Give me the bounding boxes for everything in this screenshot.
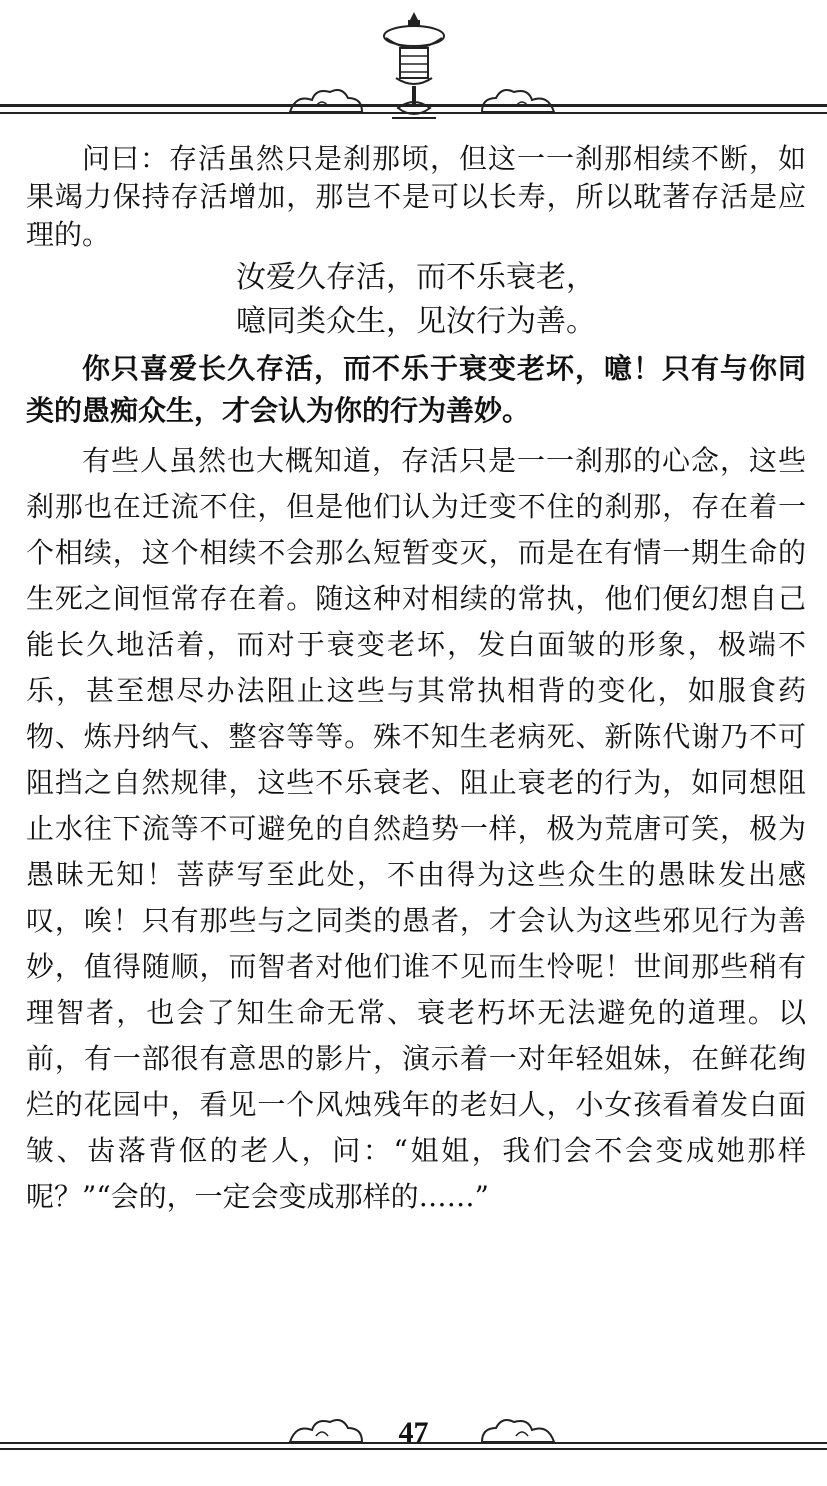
verse-line-1: 汝爱久存活，而不乐衰老， (236, 260, 596, 295)
commentary-paragraph: 有些人虽然也大概知道，存活只是一一刹那的心念，这些刹那也在迁流不住，但是他们认为迁变不住的刹那，存在着一个相续，这个相续不会那么短暂变灭，而是在有情一期生命的生死之间恒常存在着。随这种对相续的常执，他们便幻想自己能长久地活着，而对于衰变老坏，发白面皱的形象，极端不乐，甚至想尽办法阻止这些与其常执相背的变化，如服食药物、炼丹纳气、整容等等。殊不知生老病死、新陈代谢乃不可阻挡之自然规律，这些不乐衰老、阻止衰老的行为，如同想阻止水往下流等不可避免的自然趋势一样，极为荒唐可笑，极为愚昧无知！菩萨写至此处，不由得为这些众生的愚昧发出感叹，唉！只有那些与之同类的愚者，才会认为这些邪见行为善妙，值得随顺，而智者对他们谁不见而生怜呢！世间那些稍有理智者，也会了知生命无常、衰老朽坏无法避免的道理。以前，有一部很有意思的影片，演示着一对年轻姐妹，在鲜花绚烂的花园中，看见一个风烛残年的老妇人，小女孩看着发白面皱、齿落背伛的老人，问：“姐姐，我们会不会变成她那样呢？”“会的，一定会变成那样的……” (26, 444, 806, 1213)
verse-translation: 你只喜爱长久存活，而不乐于衰变老坏，噫！只有与你同类的愚痴众生，才会认为你的行为善妙。 (26, 352, 806, 427)
verse-line-2: 噫同类众生，见汝行为善。 (236, 304, 596, 339)
page-body (26, 140, 806, 1220)
page-number: 47 (398, 1416, 429, 1449)
question-paragraph: 问曰：存活虽然只是刹那顷，但这一一刹那相续不断，如果竭力保持存活增加，那岂不是可以长寿，所以耽著存活是应理的。 (26, 142, 806, 251)
header-rule (0, 104, 827, 118)
